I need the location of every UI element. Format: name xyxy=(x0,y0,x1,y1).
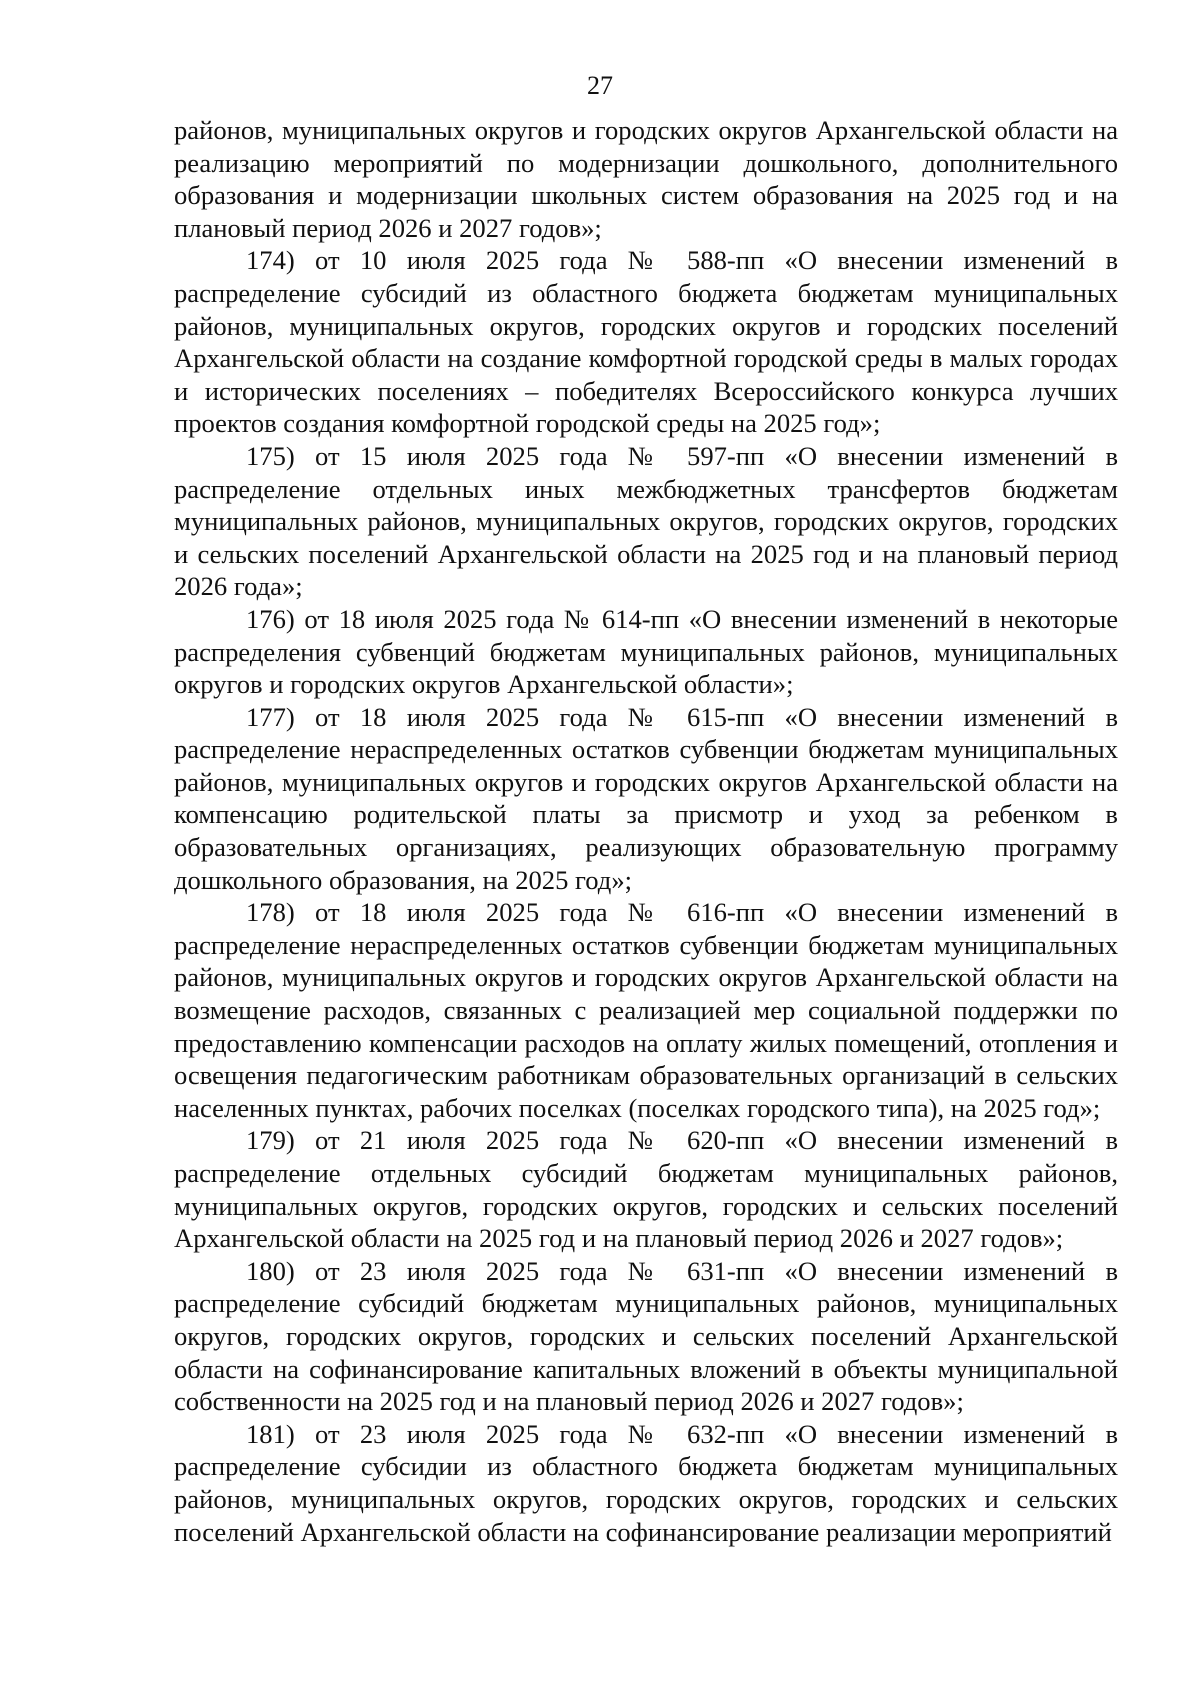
list-item-178: 178) от 18 июля 2025 года № 616-пп «О внесении изменений в распределение нераспределенных остатков субвенции бюджетам муниципальных районов, муниципальных округов и городских округов Архангельской области на возмещение расходов, связанных с реализацией мер социальной поддержки по предоставлению компенсации расходов на оплату жилых помещений, отопления и освещения педагогическим работникам образовательных организаций в сельских населенных пунктах, рабочих поселках (поселках городского типа), на 2025 год»; xyxy=(174,897,1118,1123)
list-item-174: 174) от 10 июля 2025 года № 588-пп «О внесении изменений в распределение субсидий из областного бюджета бюджетам муниципальных районов, муниципальных округов, городских округов и городских поселений Архангельской области на создание комфортной городской среды в малых городах и исторических поселениях – победителях Всероссийского конкурса лучших проектов создания комфортной городской среды на 2025 год»; xyxy=(174,245,1118,439)
page-number: 27 xyxy=(587,71,613,100)
list-item-181: 181) от 23 июля 2025 года № 632-пп «О внесении изменений в распределение субсидии из областного бюджета бюджетам муниципальных районов, муниципальных округов, городских округов, городских и сельских поселений Архангельской области на софинансирование реализации мероприятий xyxy=(174,1418,1118,1547)
paragraph-continuation: районов, муниципальных округов и городских округов Архангельской области на реализацию мероприятий по модернизации дошкольного, дополнительного образования и модернизации школьных систем образования на 2025 год и на плановый период 2026 и 2027 годов»; xyxy=(174,115,1118,243)
list-item-175: 175) от 15 июля 2025 года № 597-пп «О внесении изменений в распределение отдельных иных межбюджетных трансфертов бюджетам муниципальных районов, муниципальных округов, городских округов, городских и сельских поселений Архангельской области на 2025 год и на плановый период 2026 года»; xyxy=(174,440,1118,602)
list-item-180: 180) от 23 июля 2025 года № 631-пп «О внесении изменений в распределение субсидий бюджетам муниципальных районов, муниципальных округов, городских округов, городских и сельских поселений Архангельской области на софинансирование капитальных вложений в объекты муниципальной собственности на 2025 год и на плановый период 2026 и 2027 годов»; xyxy=(174,1255,1118,1417)
list-item-177: 177) от 18 июля 2025 года № 615-пп «О внесении изменений в распределение нераспределенных остатков субвенции бюджетам муниципальных районов, муниципальных округов и городских округов Архангельской области на компенсацию родительской платы за присмотр и уход за ребенком в образовательных организациях, реализующих образовательную программу дошкольного образования, на 2025 год»; xyxy=(174,701,1118,895)
document-body xyxy=(174,114,1118,1548)
list-item-176: 176) от 18 июля 2025 года № 614-пп «О внесении изменений в некоторые распределения субвенций бюджетам муниципальных районов, муниципальных округов и городских округов Архангельской области»; xyxy=(174,603,1118,700)
list-item-179: 179) от 21 июля 2025 года № 620-пп «О внесении изменений в распределение отдельных субсидий бюджетам муниципальных районов, муниципальных округов, городских округов, городских и сельских поселений Архангельской области на 2025 год и на плановый период 2026 и 2027 годов»; xyxy=(174,1125,1118,1254)
